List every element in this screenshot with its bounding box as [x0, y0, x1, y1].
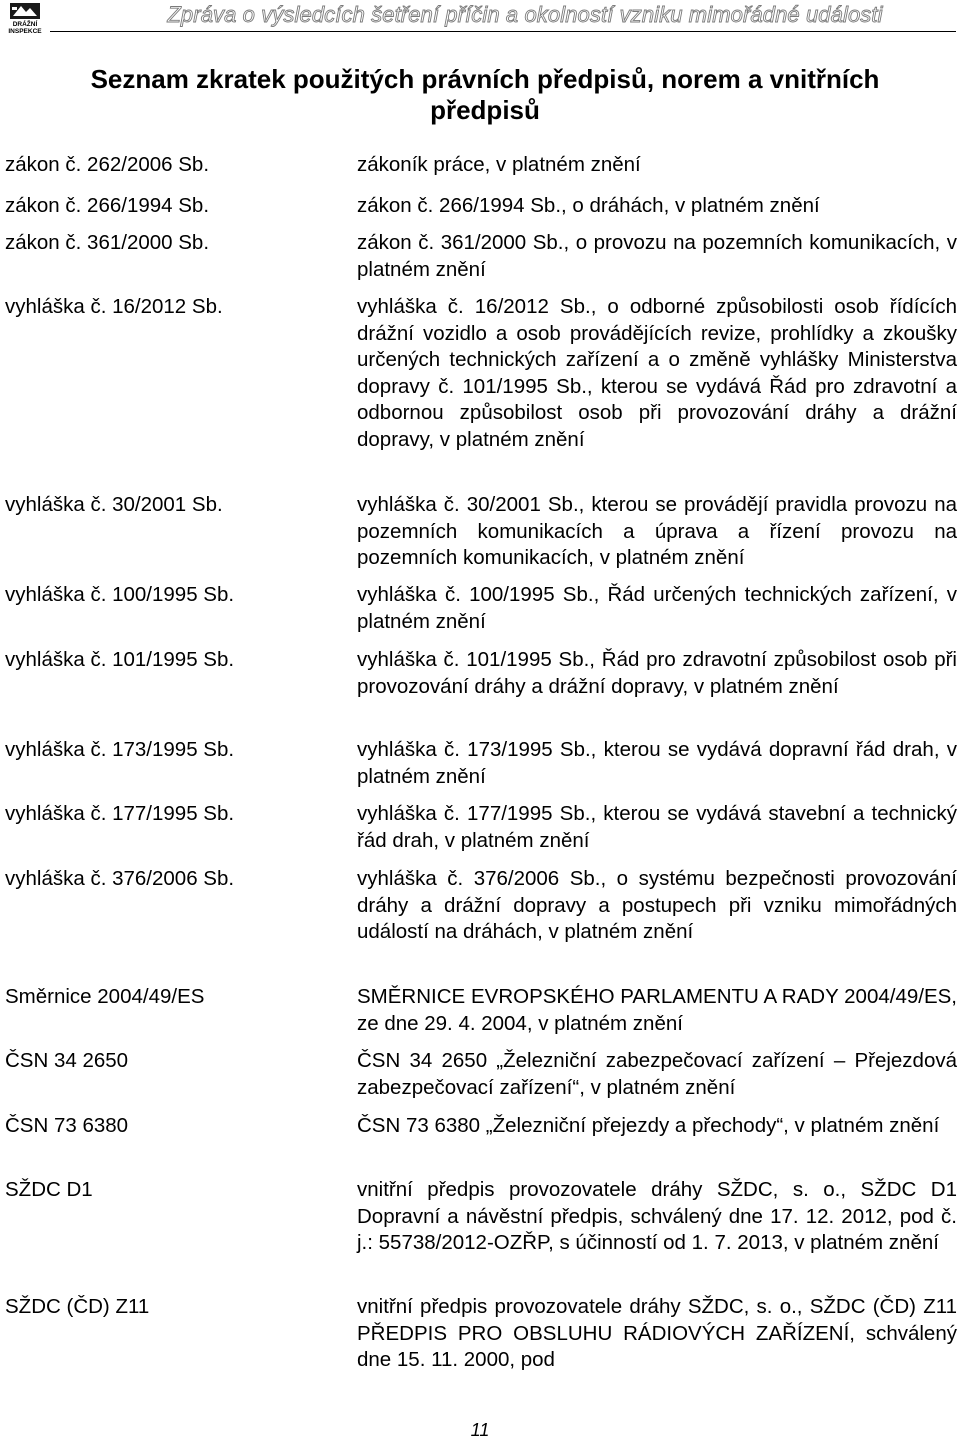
entry-abbr: vyhláška č. 177/1995 Sb. — [5, 802, 235, 825]
entry-desc: vyhláška č. 16/2012 Sb., o odborné způsobilosti osob řídících drážní vozidlo a osob provádějících revize, prohlídky a zkoušky určených technických zařízení a o změně vyhlášky Ministerstva dopravy č. 101/1995 Sb., kterou se vydává Řád pro zdravotní a odbornou způsobilost osob při provozování dráhy a drážní dopravy, v platném znění — [357, 295, 957, 451]
entry-abbr: SŽDC (ČD) Z11 — [5, 1295, 150, 1318]
entry-desc: vyhláška č. 177/1995 Sb., kterou se vydává stavební a technický řád drah, v platném znění — [357, 802, 957, 852]
entry-desc: zákon č. 361/2000 Sb., o provozu na pozemních komunikacích, v platném znění — [357, 231, 957, 281]
entry-abbr: vyhláška č. 16/2012 Sb. — [5, 295, 223, 318]
logo-text-line2: INSPEKCE — [8, 28, 42, 35]
entry-abbr: vyhláška č. 30/2001 Sb. — [5, 493, 223, 516]
entry-abbr: Směrnice 2004/49/ES — [5, 985, 205, 1008]
entry-desc: vyhláška č. 173/1995 Sb., kterou se vydává dopravní řád drah, v platném znění — [357, 738, 957, 788]
entry-abbr: zákon č. 361/2000 Sb. — [5, 231, 210, 254]
page-header — [0, 0, 960, 40]
drazni-inspekce-logo — [4, 2, 46, 36]
entry-abbr: zákon č. 262/2006 Sb. — [5, 153, 210, 176]
page-title: Seznam zkratek použitých právních předpisů, norem a vnitřních předpisů — [90, 64, 880, 125]
entry-desc: zákon č. 266/1994 Sb., o dráhách, v platném znění — [357, 194, 820, 217]
entry-abbr: ČSN 34 2650 — [5, 1049, 129, 1072]
entry-abbr: vyhláška č. 376/2006 Sb. — [5, 867, 235, 890]
entry-desc: zákoník práce, v platném znění — [357, 153, 641, 176]
entry-desc: vnitřní předpis provozovatele dráhy SŽDC, s. o., SŽDC D1 Dopravní a návěstní předpis, schválený dne 17. 12. 2012, pod č. j.: 55738/2012-OZŘP, s účinností od 1. 7. 2013, v platném znění — [357, 1178, 957, 1254]
entry-desc: vyhláška č. 101/1995 Sb., Řád pro zdravotní způsobilost osob při provozování dráhy a drážní dopravy, v platném znění — [357, 648, 957, 698]
header-title: Zpráva o výsledcích šetření příčin a okolností vzniku mimořádné události — [167, 2, 883, 27]
entry-desc: ČSN 73 6380 „Železniční přejezdy a přechody“, v platném znění — [357, 1114, 940, 1137]
entry-desc: ČSN 34 2650 „Železniční zabezpečovací zařízení – Přejezdová zabezpečovací zařízení“, v platném znění — [357, 1049, 957, 1099]
entry-abbr: vyhláška č. 101/1995 Sb. — [5, 648, 235, 671]
logo-text-line1: DRÁŽNÍ — [12, 21, 38, 28]
page-number: 11 — [470, 1420, 490, 1440]
entry-desc: vyhláška č. 100/1995 Sb., Řád určených technických zařízení, v platném znění — [357, 583, 957, 633]
entry-abbr: vyhláška č. 173/1995 Sb. — [5, 738, 235, 761]
entry-abbr: vyhláška č. 100/1995 Sb. — [5, 583, 235, 606]
entry-abbr: zákon č. 266/1994 Sb. — [5, 194, 210, 217]
entry-desc: vnitřní předpis provozovatele dráhy SŽDC, s. o., SŽDC (ČD) Z11 PŘEDPIS PRO OBSLUHU RÁDIOVÝCH ZAŘÍZENÍ, schválený dne 15. 11. 2000, pod — [357, 1295, 957, 1371]
entry-desc: SMĚRNICE EVROPSKÉHO PARLAMENTU A RADY 2004/49/ES, ze dne 29. 4. 2004, v platném znění — [357, 985, 957, 1035]
entry-desc: vyhláška č. 376/2006 Sb., o systému bezpečnosti provozování dráhy a drážní dopravy a postupech při vzniku mimořádných událostí na dráhách, v platném znění — [357, 867, 957, 943]
header-divider — [50, 31, 956, 32]
entry-abbr: ČSN 73 6380 — [5, 1114, 129, 1137]
entry-desc: vyhláška č. 30/2001 Sb., kterou se provádějí pravidla provozu na pozemních komunikacích a úprava a řízení provozu na pozemních komunikacích, v platném znění — [357, 493, 957, 569]
entry-abbr: SŽDC D1 — [5, 1178, 93, 1201]
